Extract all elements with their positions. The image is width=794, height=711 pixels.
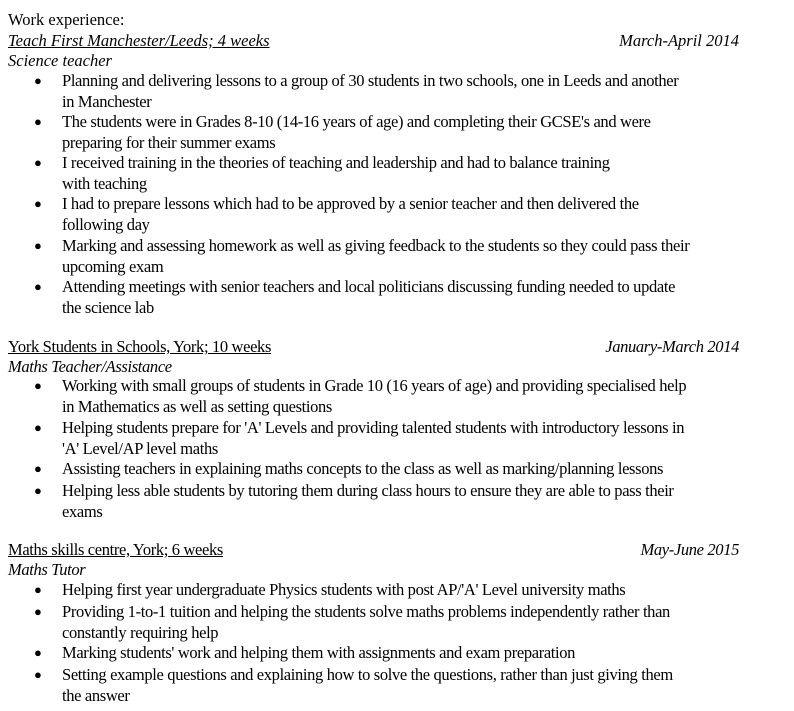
list-item: Planning and delivering lessons to a group of 30 students in two schools, one in Leeds and another in Manchester — [62, 71, 679, 111]
job-title: York Students in Schools, York; 10 weeks — [8, 337, 272, 356]
list-item: Setting example questions and explaining how to solve the questions, rather than just giving them the answer — [62, 665, 673, 705]
job-date: January-March 2014 — [605, 337, 739, 356]
bullet-icon: ● — [34, 279, 42, 294]
bullet-icon: ● — [34, 196, 42, 211]
list-item: Assisting teachers in explaining maths concepts to the class as well as marking/planning lessons — [62, 459, 664, 478]
bullet-icon: ● — [34, 420, 42, 435]
list-item: Helping first year undergraduate Physics students with post AP/'A' Level university maths — [62, 580, 626, 599]
job-role: Maths Teacher/Assistance — [8, 357, 172, 376]
list-item: Attending meetings with senior teachers and local politicians discussing funding needed to update the science lab — [62, 277, 676, 317]
bullet-icon: ● — [34, 155, 42, 170]
bullet-icon: ● — [34, 73, 42, 88]
bullet-icon: ● — [34, 483, 42, 498]
job-date: May-June 2015 — [640, 540, 739, 559]
list-item: I had to prepare lessons which had to be approved by a senior teacher and then delivered the following day — [62, 194, 639, 234]
list-item: Providing 1-to-1 tuition and helping the students solve maths problems independently rather than constantly requiring help — [62, 602, 670, 642]
job-date: March-April 2014 — [619, 31, 739, 50]
bullet-icon: ● — [34, 114, 42, 129]
bullet-icon: ● — [34, 645, 42, 660]
bullet-icon: ● — [34, 667, 42, 682]
job-title: Maths skills centre, York; 6 weeks — [8, 540, 223, 559]
bullet-icon: ● — [34, 378, 42, 393]
list-item: Working with small groups of students in Grade 10 (16 years of age) and providing specialised help in Mathematics as well as setting questions — [62, 376, 687, 416]
list-item: The students were in Grades 8-10 (14-16 years of age) and completing their GCSE's and were preparing for their summer exams — [62, 112, 651, 152]
job-role: Science teacher — [8, 51, 112, 70]
bullet-icon: ● — [34, 238, 42, 253]
bullet-icon: ● — [34, 582, 42, 597]
list-item: Marking and assessing homework as well as giving feedback to the students so they could pass their upcoming exam — [62, 236, 690, 276]
list-item: Helping less able students by tutoring them during class hours to ensure they are able to pass their exams — [62, 481, 674, 521]
list-item: Helping students prepare for 'A' Levels and providing talented students with introductory lessons in 'A' Level/AP level maths — [62, 418, 685, 458]
section-heading: Work experience: — [8, 10, 125, 29]
list-item: Marking students' work and helping them with assignments and exam preparation — [62, 643, 576, 662]
bullet-icon: ● — [34, 604, 42, 619]
job-title: Teach First Manchester/Leeds; 4 weeks — [8, 31, 270, 50]
bullet-icon: ● — [34, 461, 42, 476]
job-role: Maths Tutor — [8, 560, 86, 579]
list-item: I received training in the theories of teaching and leadership and had to balance training with teaching — [62, 153, 610, 193]
